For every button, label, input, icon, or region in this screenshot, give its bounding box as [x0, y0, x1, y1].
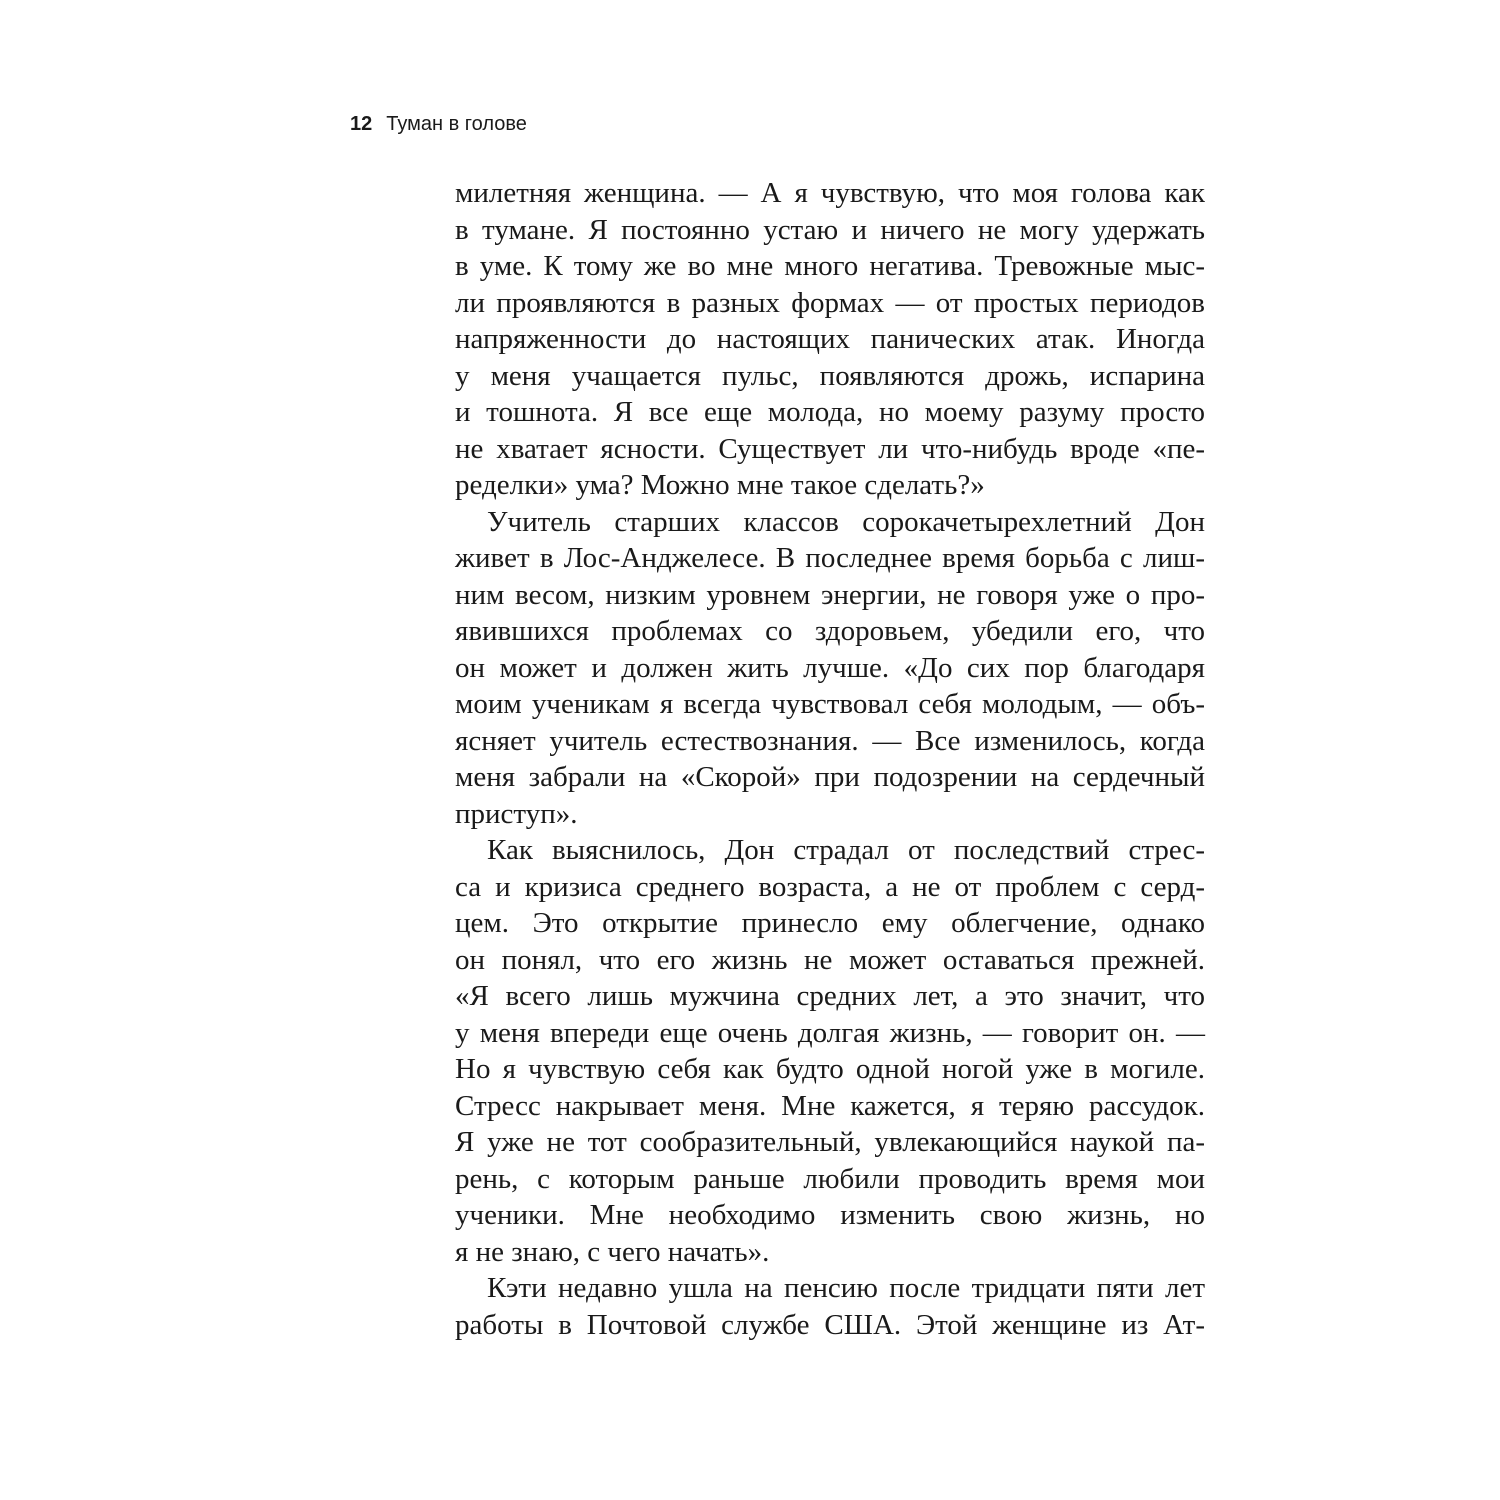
text-line: меня забрали на «Скорой» при подозрении на сердечный [455, 761, 1205, 793]
text-line: Как выяснилось, Дон страдал от последствий стрес- [487, 834, 1205, 866]
text-line: он может и должен жить лучше. «До сих пор благодаря [455, 651, 1205, 684]
text-line: ли проявляются в разных формах — от простых периодов [455, 286, 1205, 319]
text-line: Учитель старших классов сорокачетырехлетний Дон [487, 505, 1205, 538]
text-line: са и кризиса среднего возраста, а не от проблем с серд- [455, 870, 1205, 903]
text-line: в тумане. Я постоянно устаю и ничего не могу удержать [455, 213, 1205, 246]
text-line: я не знаю, с чего начать». [455, 1235, 770, 1268]
text-line: Кэти недавно ушла на пенсию после тридцати пяти лет [487, 1272, 1205, 1304]
body-text [455, 175, 1205, 1343]
text-line: и тошнота. Я все еще молода, но моему разуму просто [455, 396, 1205, 428]
paragraph [455, 175, 1205, 504]
text-line: моим ученикам я всегда чувствовал себя молодым, — объ- [455, 688, 1205, 720]
paragraph [455, 504, 1205, 833]
text-line: приступ». [455, 797, 578, 830]
text-line: рень, с которым раньше любили проводить время мои [455, 1162, 1205, 1195]
text-line: работы в Почтовой службе США. Этой женщине из Ат- [455, 1308, 1205, 1341]
text-line: у меня впереди еще очень долгая жизнь, — говорит он. — [455, 1016, 1205, 1049]
text-line: «Я всего лишь мужчина средних лет, а это значит, что [455, 980, 1205, 1012]
text-line: милетняя женщина. — А я чувствую, что моя голова как [455, 177, 1205, 209]
text-line: Стресс накрывает меня. Мне кажется, я теряю рассудок. [455, 1089, 1205, 1122]
text-line: ученики. Мне необходимо изменить свою жизнь, но [455, 1199, 1205, 1231]
text-line: не хватает ясности. Существует ли что-нибудь вроде «пе- [455, 432, 1205, 465]
text-line: цем. Это открытие принесло ему облегчение, однако [455, 907, 1205, 939]
running-head [350, 110, 527, 138]
text-line: живет в Лос-Анджелесе. В последнее время борьба с лиш- [455, 542, 1205, 574]
text-line: Я уже не тот сообразительный, увлекающийся наукой па- [455, 1126, 1205, 1158]
running-title: Туман в голове [386, 113, 527, 135]
text-line: у меня учащается пульс, появляются дрожь, испарина [455, 359, 1205, 392]
text-line: напряженности до настоящих панических атак. Иногда [455, 323, 1205, 355]
text-line: явившихся проблемах со здоровьем, убедили его, что [455, 615, 1205, 647]
text-line: Но я чувствую себя как будто одной ногой уже в могиле. [455, 1053, 1205, 1085]
text-line: ясняет учитель естествознания. — Все изменилось, когда [455, 724, 1205, 757]
text-line: ределки» ума? Можно мне такое сделать?» [455, 469, 985, 501]
paragraph [455, 832, 1205, 1270]
paragraph [455, 1270, 1205, 1343]
text-line: ним весом, низким уровнем энергии, не говоря уже о про- [455, 578, 1205, 611]
text-line: в уме. К тому же во мне много негатива. Тревожные мыс- [455, 250, 1205, 282]
text-line: он понял, что его жизнь не может оставаться прежней. [455, 943, 1205, 976]
page-number: 12 [350, 113, 373, 135]
